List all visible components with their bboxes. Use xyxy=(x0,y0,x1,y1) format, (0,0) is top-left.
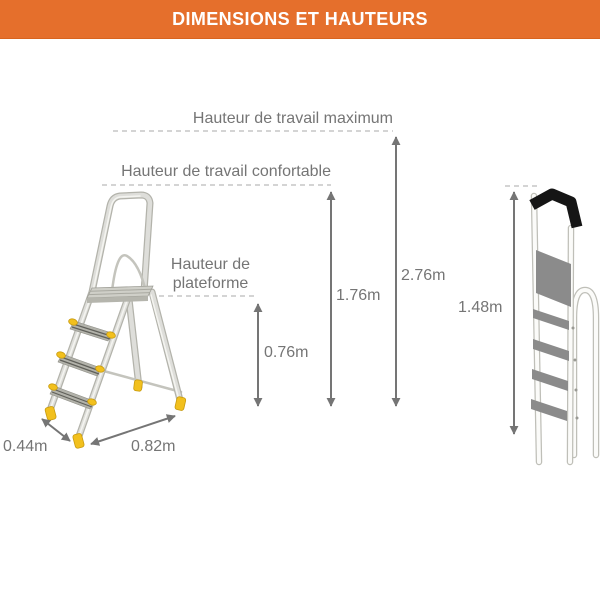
label-work-height-max: Hauteur de travail maximum xyxy=(192,110,393,127)
value-platform-height: 0.76m xyxy=(264,344,309,361)
label-platform-height: Hauteur de plateforme xyxy=(170,256,251,292)
folded-platform xyxy=(536,250,571,307)
platform xyxy=(87,286,153,303)
value-base-width: 0.44m xyxy=(3,438,48,455)
label-work-height-comfort: Hauteur de travail confortable xyxy=(121,163,331,180)
stepladder-illustration xyxy=(45,195,187,449)
page-title: DIMENSIONS ET HAUTEURS xyxy=(172,8,428,29)
value-work-height-max: 2.76m xyxy=(401,267,446,284)
folded-ladder-illustration xyxy=(531,194,596,462)
value-folded-height: 1.48m xyxy=(458,299,503,316)
handle xyxy=(532,194,577,227)
value-work-height-comfortable: 1.76m xyxy=(336,287,381,304)
value-base-depth: 0.82m xyxy=(131,438,176,455)
